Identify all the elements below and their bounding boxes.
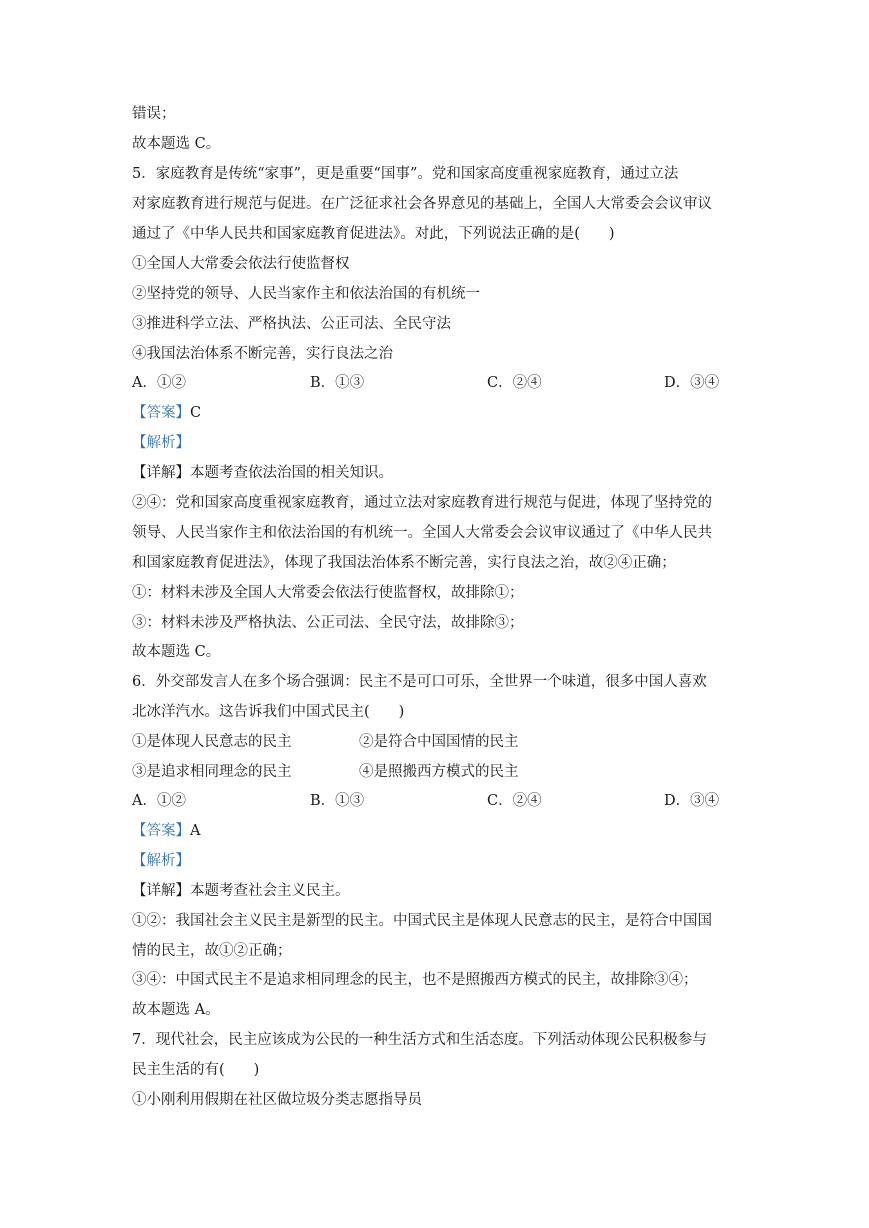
q5-option-b: B．①③ bbox=[310, 375, 365, 391]
q5-option-d: D．③④ bbox=[664, 375, 720, 391]
q5-item: ②坚持党的领导、人民当家作主和依法治国的有机统一 bbox=[132, 286, 480, 302]
q5-explanation-line: ③：材料未涉及严格执法、公正司法、全民守法，故排除③； bbox=[132, 615, 524, 631]
q5-item: ④我国法治体系不断完善，实行良法之治 bbox=[132, 346, 393, 362]
analysis-tag: 【解析】 bbox=[132, 853, 190, 869]
q5-stem-line: 对家庭教育进行规范与促进。在广泛征求社会各界意见的基础上，全国人大常委会会议审议 bbox=[132, 196, 712, 212]
q5-item: ①全国人大常委会依法行使监督权 bbox=[132, 256, 350, 272]
q6-item: ④是照搬西方模式的民主 bbox=[359, 764, 519, 780]
q6-conclusion: 故本题选 A。 bbox=[132, 1002, 220, 1018]
q6-option-d: D．③④ bbox=[664, 793, 720, 809]
prev-text-line: 错误； bbox=[132, 106, 176, 122]
detail-text: 本题考查依法治国的相关知识。 bbox=[190, 465, 393, 481]
q5-stem-line: 5．家庭教育是传统“家事”，更是重要“国事”。党和国家高度重视家庭教育，通过立法 bbox=[132, 166, 679, 182]
q6-explanation-line: 情的民主，故①②正确； bbox=[132, 943, 292, 959]
q6-option-b: B．①③ bbox=[310, 793, 365, 809]
analysis-tag: 【解析】 bbox=[132, 435, 190, 451]
detail-text: 本题考查社会主义民主。 bbox=[190, 883, 350, 899]
prev-conclusion: 故本题选 C。 bbox=[132, 136, 221, 152]
q7-stem-line: 7．现代社会，民主应该成为公民的一种生活方式和生活态度。下列活动体现公民积极参与 bbox=[132, 1032, 707, 1048]
answer-tag: 【答案】 bbox=[132, 823, 190, 839]
answer-value: C bbox=[190, 405, 202, 421]
q6-explanation-line: ①②：我国社会主义民主是新型的民主。中国式民主是体现人民意志的民主，是符合中国国 bbox=[132, 913, 712, 929]
q6-stem-line: 6．外交部发言人在多个场合强调：民主不是可口可乐，全世界一个味道，很多中国人喜欢 bbox=[132, 674, 707, 690]
q5-detail bbox=[132, 463, 742, 483]
q6-item-row bbox=[132, 762, 742, 782]
q6-item: ③是追求相同理念的民主 bbox=[132, 764, 292, 780]
q5-option-a: A．①② bbox=[132, 375, 186, 391]
q6-stem-line: 北冰洋汽水。这告诉我们中国式民主( ) bbox=[132, 704, 405, 720]
q5-explanation-line: ①：材料未涉及全国人大常委会依法行使监督权，故排除①； bbox=[132, 585, 524, 601]
q6-item-row bbox=[132, 732, 742, 752]
answer-tag: 【答案】 bbox=[132, 405, 190, 421]
answer-value: A bbox=[190, 823, 201, 839]
q5-item: ③推进科学立法、严格执法、公正司法、全民守法 bbox=[132, 316, 451, 332]
q6-detail bbox=[132, 881, 742, 901]
q6-option-c: C．②④ bbox=[487, 793, 542, 809]
q7-item: ①小刚利用假期在社区做垃圾分类志愿指导员 bbox=[132, 1092, 422, 1108]
q6-answer bbox=[132, 821, 742, 841]
detail-tag: 【详解】 bbox=[132, 883, 190, 899]
q5-conclusion: 故本题选 C。 bbox=[132, 644, 221, 660]
q5-stem-line: 通过了《中华人民共和国家庭教育促进法》。对此，下列说法正确的是( ) bbox=[132, 226, 615, 242]
q6-option-a: A．①② bbox=[132, 793, 186, 809]
q5-answer bbox=[132, 403, 742, 423]
q6-item: ②是符合中国国情的民主 bbox=[359, 734, 519, 750]
q5-explanation-line: ②④：党和国家高度重视家庭教育，通过立法对家庭教育进行规范与促进，体现了坚持党的 bbox=[132, 495, 712, 511]
q5-option-c: C．②④ bbox=[487, 375, 542, 391]
detail-tag: 【详解】 bbox=[132, 465, 190, 481]
q5-explanation-line: 领导、人民当家作主和依法治国的有机统一。全国人大常委会会议审议通过了《中华人民共 bbox=[132, 525, 712, 541]
q5-explanation-line: 和国家庭教育促进法》，体现了我国法治体系不断完善，实行良法之治，故②④正确； bbox=[132, 555, 676, 571]
q7-stem-line: 民主生活的有( ) bbox=[132, 1062, 260, 1078]
q6-explanation-line: ③④：中国式民主不是追求相同理念的民主，也不是照搬西方模式的民主，故排除③④； bbox=[132, 972, 698, 988]
q6-item: ①是体现人民意志的民主 bbox=[132, 734, 292, 750]
